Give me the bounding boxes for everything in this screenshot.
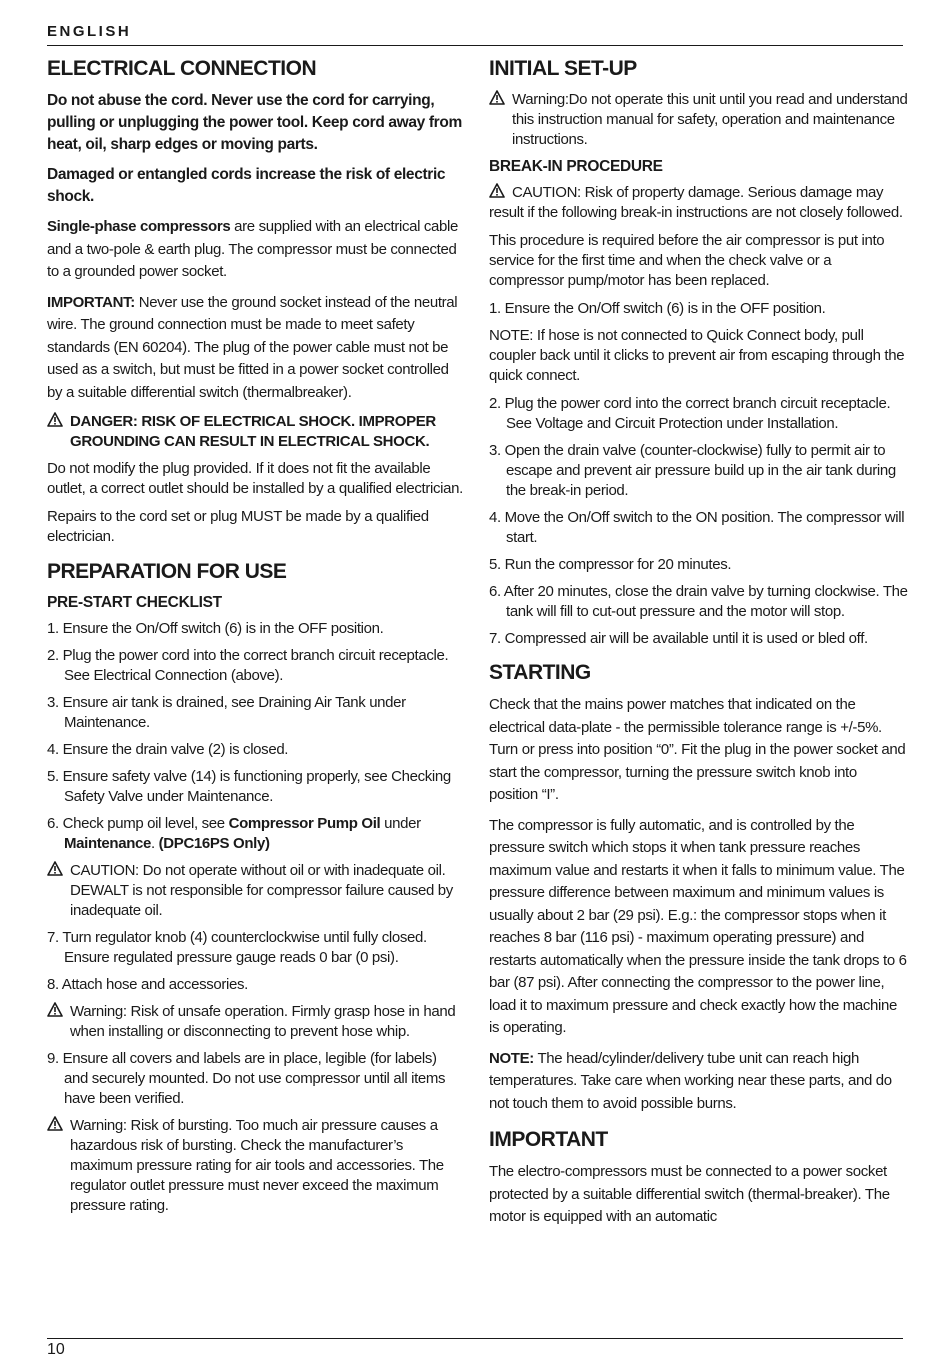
break-in-step: 4. Move the On/Off switch to the ON position. The compressor will start. — [489, 509, 905, 546]
bursting-warning: Warning: Risk of bursting. Too much air pressure causes a hazardous risk of bursting. Check the manufacturer’s maximum pressure rating for air tools and accessories. The regulator outlet pressure must never exceed the maximum pressure rating. — [47, 1116, 463, 1216]
break-in-step: 6. After 20 minutes, close the drain valve by turning clockwise. The tank will fill to cut-out pressure and the motor will stop. — [489, 583, 908, 620]
starting-paragraph-1: Check that the mains power matches that indicated on the electrical data-plate - the permissible tolerance range is +/-5%. Turn or press into position “0”. Fit the plug in the power socket and start the compressor, turning the pressure switch knob into position “I”. — [489, 696, 906, 803]
electrical-connection-heading: ELECTRICAL CONNECTION — [47, 57, 317, 80]
warning-triangle-icon — [489, 90, 505, 105]
warning-triangle-icon — [47, 861, 63, 876]
bottom-rule — [47, 1338, 903, 1339]
page-number: 10 — [47, 1341, 65, 1358]
checklist-item: 2. Plug the power cord into the correct branch circuit receptacle. See Electrical Connection (above). — [47, 647, 449, 684]
warning-triangle-icon — [47, 1116, 63, 1131]
important-paragraph: The electro-compressors must be connected to a power socket protected by a suitable differential switch (thermal-breaker). The motor is equipped with an automatic — [489, 1163, 890, 1225]
cord-repair-paragraph: Repairs to the cord set or plug MUST be made by a qualified electrician. — [47, 508, 429, 545]
checklist-item: 9. Ensure all covers and labels are in place, legible (for labels) and securely mounted. Do not use compressor until all items have been verified. — [47, 1050, 446, 1107]
break-in-step: 1. Ensure the On/Off switch (6) is in the OFF position. — [489, 300, 826, 317]
break-in-step: 5. Run the compressor for 20 minutes. — [489, 556, 732, 573]
hose-whip-warning: Warning: Risk of unsafe operation. Firmly grasp hose in hand when installing or disconnecting to prevent hose whip. — [47, 1002, 463, 1042]
property-damage-caution: CAUTION: Risk of property damage. Serious damage may result if the following break-in instructions are not closely followed. — [489, 184, 903, 221]
break-in-step: 2. Plug the power cord into the correct branch circuit receptacle. See Voltage and Circuit Protection under Installation. — [489, 395, 891, 432]
read-manual-warning: Warning:Do not operate this unit until you read and understand this instruction manual for safety, operation and maintenance instructions. — [489, 90, 909, 150]
oil-caution: CAUTION: Do not operate without oil or with inadequate oil. DEWALT is not responsible for compressor failure caused by inadequate oil. — [47, 861, 463, 921]
break-in-intro: This procedure is required before the air compressor is put into service for the first time and when the check valve or a compressor pump/motor has been replaced. — [489, 232, 885, 289]
language-header: ENGLISH — [47, 23, 132, 40]
cord-warning-lead: Do not abuse the cord. Never use the cord for carrying, pulling or unplugging the power tool. Keep cord away from heat, oil, sharp edges or moving parts. — [47, 92, 462, 153]
important-heading: IMPORTANT — [489, 1128, 608, 1151]
danger-shock-warning: DANGER: RISK OF ELECTRICAL SHOCK. IMPROPER GROUNDING CAN RESULT IN ELECTRICAL SHOCK. — [47, 412, 463, 452]
preparation-heading: PREPARATION FOR USE — [47, 560, 287, 583]
single-phase-paragraph: Single-phase compressors are supplied with an electrical cable and a two-pole & earth plug. The compressor must be connected to a grounded power socket. — [47, 218, 459, 280]
checklist-item: 1. Ensure the On/Off switch (6) is in the OFF position. — [47, 620, 384, 637]
quick-connect-note: NOTE: If hose is not connected to Quick Connect body, pull coupler back until it clicks to prevent air from escaping through the quick connect. — [489, 327, 905, 384]
checklist-item: 4. Ensure the drain valve (2) is closed. — [47, 741, 289, 758]
important-ground-paragraph: IMPORTANT: Never use the ground socket instead of the neutral wire. The ground connection must be made to meet safety standards (EN 60204). The plug of the power cable must not be used as a switch, but must be fitted in a power socket controlled by a suitable differential switch (thermalbreaker). — [47, 293, 458, 401]
starting-paragraph-2: The compressor is fully automatic, and is controlled by the pressure switch which stops it when tank pressure reaches maximum value and restarts it when it falls to minimum value. The pressure difference between maximum and minimum values is usually about 2 bar (29 psi). E.g.: the compressor stops when it reaches 8 bar (116 psi) - maximum operating pressure) and restarts automatically when the pressure inside the tank drops to 6 bar (87 psi). After connecting the compressor to the power line, load it to maximum pressure and check exactly how the machine is operating. — [489, 816, 907, 1036]
warning-triangle-icon — [47, 412, 63, 427]
initial-setup-heading: INITIAL SET-UP — [489, 57, 637, 80]
plug-modify-paragraph: Do not modify the plug provided. If it does not fit the available outlet, a correct outlet should be installed by a qualified electrician. — [47, 460, 463, 497]
warning-triangle-icon — [489, 183, 505, 198]
left-column — [47, 56, 463, 1223]
checklist-item: 5. Ensure safety valve (14) is functioning properly, see Checking Safety Valve under Maintenance. — [47, 768, 451, 805]
warning-triangle-icon — [47, 1002, 63, 1017]
checklist-item: 6. Check pump oil level, see Compressor Pump Oil under Maintenance. (DPC16PS Only) — [47, 815, 421, 852]
hot-parts-note: NOTE: The head/cylinder/delivery tube unit can reach high temperatures. Take care when working near these parts, and do not touch them to avoid possible burns. — [489, 1049, 892, 1112]
checklist-item: 7. Turn regulator knob (4) counterclockwise until fully closed. Ensure regulated pressure gauge reads 0 bar (0 psi). — [47, 929, 427, 966]
pre-start-checklist-heading: PRE-START CHECKLIST — [47, 594, 222, 611]
top-rule — [47, 45, 903, 46]
checklist-item: 3. Ensure air tank is drained, see Draining Air Tank under Maintenance. — [47, 694, 406, 731]
right-column — [489, 56, 909, 1237]
break-in-procedure-heading: BREAK-IN PROCEDURE — [489, 158, 663, 175]
break-in-step: 7. Compressed air will be available until it is used or bled off. — [489, 630, 868, 647]
starting-heading: STARTING — [489, 661, 591, 684]
damaged-cords-lead: Damaged or entangled cords increase the risk of electric shock. — [47, 166, 446, 205]
break-in-step: 3. Open the drain valve (counter-clockwise) fully to permit air to escape and prevent air pressure build up in the air tank during the break-in period. — [489, 442, 896, 499]
checklist-item: 8. Attach hose and accessories. — [47, 976, 248, 993]
